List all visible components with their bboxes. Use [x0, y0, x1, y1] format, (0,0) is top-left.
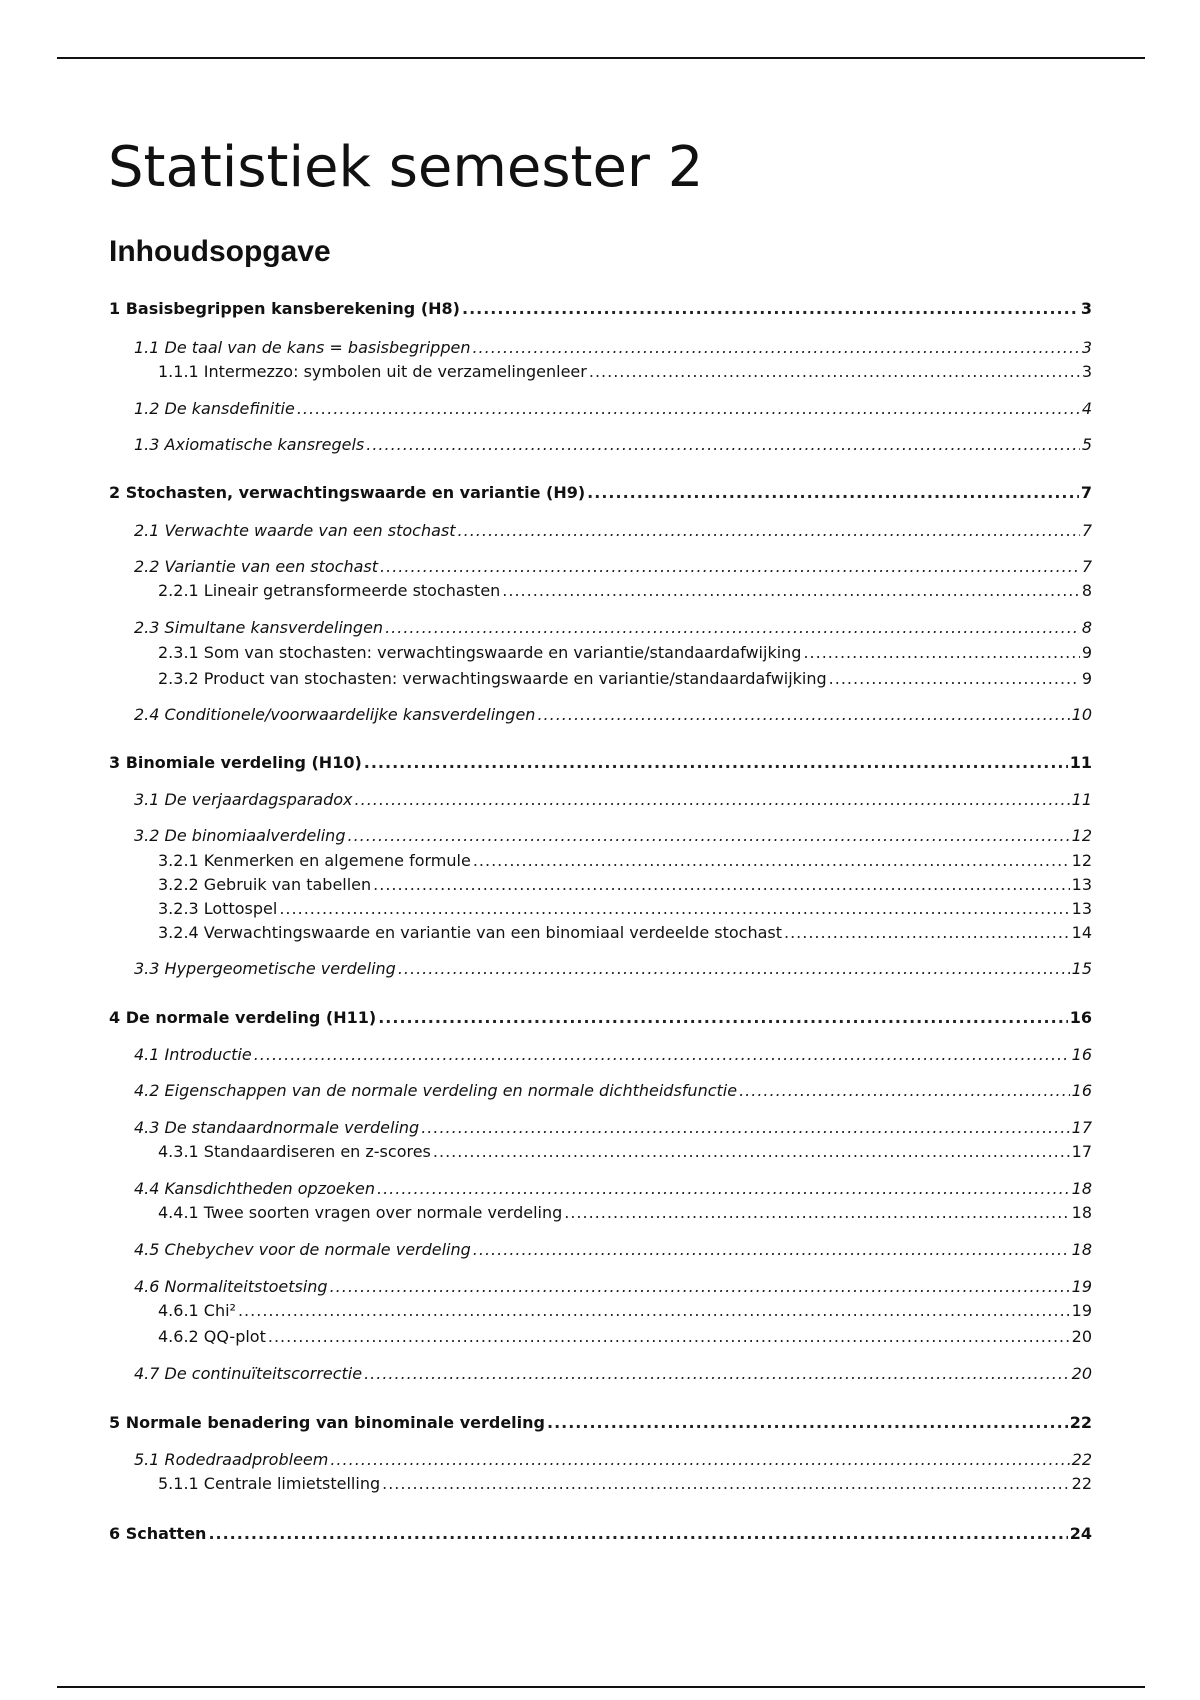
toc-page-number: 20	[1071, 1327, 1092, 1346]
toc-entry-title: 4.3.1 Standaardiseren en z-scores	[158, 1142, 431, 1161]
toc-entry-level-1[interactable]	[109, 1524, 1092, 1544]
toc-page-number: 17	[1071, 1142, 1092, 1161]
toc-entry-title: 4.6.2 QQ-plot	[158, 1327, 266, 1346]
toc-entry-title: 3.2.4 Verwachtingswaarde en variantie van een binomiaal verdeelde stochast	[158, 923, 782, 942]
toc-entry-level-3[interactable]	[158, 1142, 1092, 1162]
toc-dot-leader	[829, 669, 1080, 689]
toc-dot-leader	[473, 1240, 1070, 1260]
toc-page-number: 3	[1081, 338, 1092, 357]
toc-dot-leader	[364, 1364, 1070, 1384]
toc-page-number: 16	[1069, 1008, 1092, 1027]
toc-entry-title: 5.1 Rodedraadprobleem	[134, 1450, 329, 1469]
toc-entry-level-3[interactable]	[158, 362, 1092, 382]
toc-dot-leader	[373, 875, 1069, 895]
toc-entry-level-1[interactable]	[109, 1008, 1092, 1028]
toc-entry-level-2[interactable]	[134, 1364, 1092, 1384]
toc-dot-leader	[462, 299, 1079, 319]
toc-entry-level-2[interactable]	[134, 338, 1092, 358]
toc-dot-leader	[398, 959, 1070, 979]
toc-entry-title: 4 De normale verdeling (H11)	[109, 1008, 377, 1027]
toc-page-number: 12	[1071, 826, 1092, 845]
toc-page-number: 24	[1069, 1524, 1092, 1543]
toc-page-number: 7	[1081, 557, 1092, 576]
toc-entry-title: 4.7 De continuïteitscorrectie	[134, 1364, 363, 1383]
toc-entry-level-2[interactable]	[134, 705, 1092, 725]
toc-page-number: 19	[1071, 1277, 1092, 1296]
toc-page-number: 17	[1071, 1118, 1092, 1137]
toc-entry-title: 2.3.1 Som van stochasten: verwachtingswaarde en variantie/standaardafwijking	[158, 643, 802, 662]
toc-page-number: 12	[1071, 851, 1092, 870]
toc-entry-level-2[interactable]	[134, 435, 1092, 455]
toc-entry-level-2[interactable]	[134, 557, 1092, 577]
toc-entry-level-2[interactable]	[134, 1045, 1092, 1065]
toc-page-number: 22	[1069, 1413, 1092, 1432]
toc-entry-title: 2.2.1 Lineair getransformeerde stochasten	[158, 581, 501, 600]
toc-entry-title: 1.1 De taal van de kans = basisbegrippen	[134, 338, 471, 357]
toc-page-number: 20	[1071, 1364, 1092, 1383]
toc-dot-leader	[330, 1450, 1069, 1470]
toc-page-number: 7	[1081, 521, 1092, 540]
toc-entry-title: 3.2.1 Kenmerken en algemene formule	[158, 851, 471, 870]
toc-dot-leader	[366, 435, 1080, 455]
toc-dot-leader	[784, 923, 1070, 943]
toc-dot-leader	[377, 1179, 1070, 1199]
toc-entry-title: 2.2 Variantie van een stochast	[134, 557, 379, 576]
toc-entry-title: 3 Binomiale verdeling (H10)	[109, 753, 362, 772]
toc-entry-level-3[interactable]	[158, 1301, 1092, 1321]
toc-entry-title: 4.6.1 Chi²	[158, 1301, 236, 1320]
toc-entry-level-2[interactable]	[134, 399, 1092, 419]
toc-entry-level-3[interactable]	[158, 875, 1092, 895]
toc-dot-leader	[208, 1524, 1067, 1544]
toc-entry-title: 4.4 Kansdichtheden opzoeken	[134, 1179, 375, 1198]
toc-dot-leader	[473, 851, 1070, 871]
toc-page-number: 4	[1081, 399, 1092, 418]
toc-page-number: 18	[1071, 1179, 1092, 1198]
toc-entry-title: 3.2 De binomiaalverdeling	[134, 826, 346, 845]
toc-entry-level-2[interactable]	[134, 1118, 1092, 1138]
toc-dot-leader	[238, 1301, 1070, 1321]
toc-entry-level-2[interactable]	[134, 1240, 1092, 1260]
toc-entry-title: 3.2.3 Lottospel	[158, 899, 278, 918]
toc-page-number: 3	[1080, 299, 1092, 318]
toc-entry-level-3[interactable]	[158, 643, 1092, 663]
toc-entry-title: 4.3 De standaardnormale verdeling	[134, 1118, 420, 1137]
toc-heading: Inhoudsopgave	[109, 235, 331, 268]
toc-page-number: 13	[1071, 899, 1092, 918]
toc-entry-title: 2.1 Verwachte waarde van een stochast	[134, 521, 456, 540]
toc-dot-leader	[564, 1203, 1069, 1223]
toc-page-number: 10	[1071, 705, 1092, 724]
toc-entry-title: 3.1 De verjaardagsparadox	[134, 790, 353, 809]
toc-dot-leader	[355, 790, 1070, 810]
toc-dot-leader	[330, 1277, 1070, 1297]
toc-entry-level-3[interactable]	[158, 899, 1092, 919]
toc-dot-leader	[268, 1327, 1070, 1347]
toc-entry-title: 4.6 Normaliteitstoetsing	[134, 1277, 328, 1296]
toc-page-number: 9	[1081, 669, 1092, 688]
footer-rule	[57, 1686, 1145, 1688]
toc-dot-leader	[739, 1081, 1070, 1101]
toc-entry-level-3[interactable]	[158, 1203, 1092, 1223]
toc-dot-leader	[382, 1474, 1070, 1494]
toc-entry-title: 4.2 Eigenschappen van de normale verdeling en normale dichtheidsfunctie	[134, 1081, 738, 1100]
toc-entry-level-3[interactable]	[158, 1327, 1092, 1347]
toc-page-number: 3	[1081, 362, 1092, 381]
toc-entry-title: 4.4.1 Twee soorten vragen over normale verdeling	[158, 1203, 563, 1222]
toc-entry-level-2[interactable]	[134, 1179, 1092, 1199]
toc-page-number: 11	[1071, 790, 1092, 809]
toc-dot-leader	[347, 826, 1069, 846]
toc-entry-title: 1 Basisbegrippen kansberekening (H8)	[109, 299, 460, 318]
toc-dot-leader	[587, 483, 1079, 503]
toc-entry-level-2[interactable]	[134, 959, 1092, 979]
toc-page-number: 11	[1069, 753, 1092, 772]
toc-dot-leader	[421, 1118, 1069, 1138]
toc-entry-level-3[interactable]	[158, 581, 1092, 601]
toc-entry-title: 6 Schatten	[109, 1524, 207, 1543]
toc-entry-level-2[interactable]	[134, 1450, 1092, 1470]
toc-dot-leader	[502, 581, 1080, 601]
toc-dot-leader	[537, 705, 1069, 725]
toc-dot-leader	[589, 362, 1080, 382]
toc-entry-level-3[interactable]	[158, 923, 1092, 943]
toc-entry-title: 2.3 Simultane kansverdelingen	[134, 618, 384, 637]
toc-entry-level-2[interactable]	[134, 521, 1092, 541]
toc-entry-title: 1.1.1 Intermezzo: symbolen uit de verzamelingenleer	[158, 362, 587, 381]
toc-entry-level-1[interactable]	[109, 753, 1092, 773]
toc-dot-leader	[472, 338, 1079, 358]
toc-entry-title: 2.3.2 Product van stochasten: verwachtingswaarde en variantie/standaardafwijking	[158, 669, 827, 688]
toc-page-number: 9	[1081, 643, 1092, 662]
toc-page-number: 13	[1071, 875, 1092, 894]
toc-entry-title: 4.1 Introductie	[134, 1045, 252, 1064]
toc-dot-leader	[378, 1008, 1068, 1028]
toc-page-number: 8	[1081, 618, 1092, 637]
toc-entry-title: 3.2.2 Gebruik van tabellen	[158, 875, 372, 894]
toc-page-number: 7	[1080, 483, 1092, 502]
toc-dot-leader	[380, 557, 1080, 577]
toc-entry-level-2[interactable]	[134, 618, 1092, 638]
toc-entry-title: 1.3 Axiomatische kansregels	[134, 435, 365, 454]
toc-entry-level-1[interactable]	[109, 483, 1092, 503]
toc-page-number: 16	[1071, 1045, 1092, 1064]
toc-page-number: 8	[1081, 581, 1092, 600]
toc-entry-level-2[interactable]	[134, 826, 1092, 846]
toc-page-number: 16	[1071, 1081, 1092, 1100]
toc-entry-level-2[interactable]	[134, 1277, 1092, 1297]
toc-page-number: 5	[1081, 435, 1092, 454]
toc-page-number: 22	[1071, 1474, 1092, 1493]
toc-page-number: 22	[1071, 1450, 1092, 1469]
toc-entry-title: 5 Normale benadering van binominale verdeling	[109, 1413, 545, 1432]
toc-page-number: 19	[1071, 1301, 1092, 1320]
toc-page-number: 14	[1071, 923, 1092, 942]
toc-entry-title: 2 Stochasten, verwachtingswaarde en variantie (H9)	[109, 483, 586, 502]
toc-entry-title: 2.4 Conditionele/voorwaardelijke kansverdelingen	[134, 705, 536, 724]
toc-page-number: 18	[1071, 1240, 1092, 1259]
document-title: Statistiek semester 2	[108, 135, 704, 200]
toc-entry-title: 3.3 Hypergeometische verdeling	[134, 959, 396, 978]
toc-entry-level-3[interactable]	[158, 1474, 1092, 1494]
toc-dot-leader	[279, 899, 1069, 919]
toc-dot-leader	[364, 753, 1068, 773]
toc-page-number: 18	[1071, 1203, 1092, 1222]
toc-page-number: 15	[1071, 959, 1092, 978]
toc-entry-level-2[interactable]	[134, 1081, 1092, 1101]
toc-entry-level-3[interactable]	[158, 851, 1092, 871]
toc-dot-leader	[803, 643, 1079, 663]
toc-entry-level-3[interactable]	[158, 669, 1092, 689]
toc-entry-level-2[interactable]	[134, 790, 1092, 810]
toc-dot-leader	[254, 1045, 1070, 1065]
toc-entry-level-1[interactable]	[109, 299, 1092, 319]
toc-dot-leader	[458, 521, 1080, 541]
toc-entry-title: 4.5 Chebychev voor de normale verdeling	[134, 1240, 471, 1259]
toc-dot-leader	[297, 399, 1080, 419]
toc-dot-leader	[385, 618, 1080, 638]
toc-dot-leader	[433, 1142, 1070, 1162]
toc-entry-level-1[interactable]	[109, 1413, 1092, 1433]
toc-entry-title: 1.2 De kansdefinitie	[134, 399, 295, 418]
toc-dot-leader	[547, 1413, 1068, 1433]
toc-entry-title: 5.1.1 Centrale limietstelling	[158, 1474, 381, 1493]
